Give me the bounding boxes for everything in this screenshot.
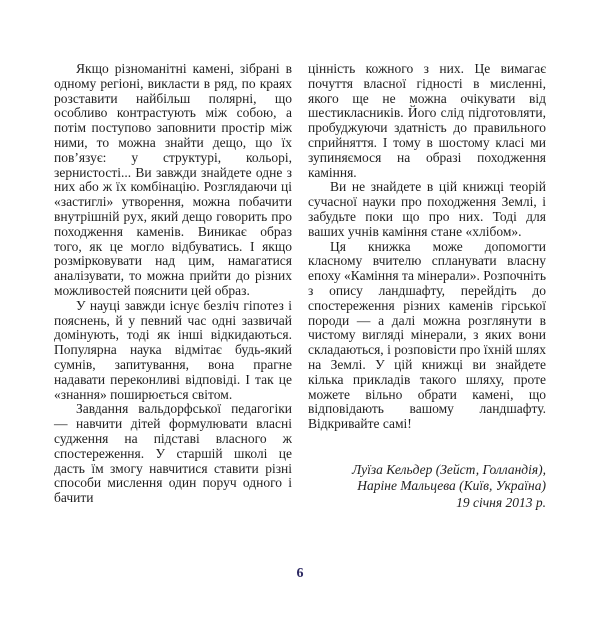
- signature-line-authors-2: Наріне Мальцева (Київ, Україна): [357, 478, 546, 494]
- signature-line-date: 19 січня 2013 р.: [456, 494, 546, 510]
- paragraph-continuation: цінність кожного з них. Це вимагає почуття власної гідності в мисленні, якого ще не можна очікувати від шестикласників. Його слід підготовляти, пробуджуючи здатність до правильного сприйняття. І тому в шостому класі ми зупиняємося на образі походження каміння.: [308, 61, 546, 180]
- signature-block: [308, 462, 546, 512]
- paragraph: У науці завжди існує безліч гіпотез і пояснень, й у певний час одні зазвичай домінують, тоді як інші відкидаються. Популярна наука відмітає будь-який сумнів, запитування, вона прагне надавати переконливі відповіді. І так це «знання» поширюється світом.: [54, 297, 292, 402]
- paragraph: Ви не знайдете в цій книжці теорій сучасної науки про походження Землі, і забудьте поки що про них. Тоді для ваших учнів каміння стане «хлібом».: [308, 179, 546, 239]
- page-number: 6: [296, 566, 304, 581]
- paragraph: Завдання вальдорфської педагогіки — навчити дітей формулювати власні судження на підставі власного ж спостереження. У старшій школі це дасть їм змогу навчитися ставити різні способи мислення один поруч одного і бачити: [54, 401, 292, 506]
- text-columns: [54, 62, 546, 511]
- signature-line-authors-1: Луїза Кельдер (Зейст, Голландія),: [352, 461, 546, 477]
- paragraph: Якщо різноманітні камені, зібрані в одному регіоні, викласти в ряд, по краях розставити найбільш полярні, що особливо контрастують між собою, а потім поступово заповнити простір між ними, то можна знайти дещо, що їх пов’язує: у структурі, кольорі, зернистості... Ви завжди знайдете одне з них або ж їх комбінацію. Розглядаючи ці «застиглі» утворення, можна побачити внутрішній рух, який дещо говорить про походження каменів. Виникає образ того, як це могло відбуватись. І якщо розмірковувати над цим, намагатися аналізувати, то можна прийти до різних можливостей пояснити цей образ.: [54, 61, 292, 298]
- paragraph: Ця книжка може допомогти класному вчителю спланувати власну епоху «Каміння та мінерали». Розпочніть з опису ландшафту, перейдіть до спостереження різних каменів гірської породи — а далі можна розглянути в чистому вигляді мінерали, з яких вони складаються, і розповісти про їхній шлях на Землі. У цій книжці ви знайдете кілька прикладів такого шляху, проте можете вільно обрати камені, що відповідають вашому ландшафту. Відкривайте самі!: [308, 238, 546, 432]
- right-column: [308, 62, 546, 511]
- left-column: [54, 62, 292, 511]
